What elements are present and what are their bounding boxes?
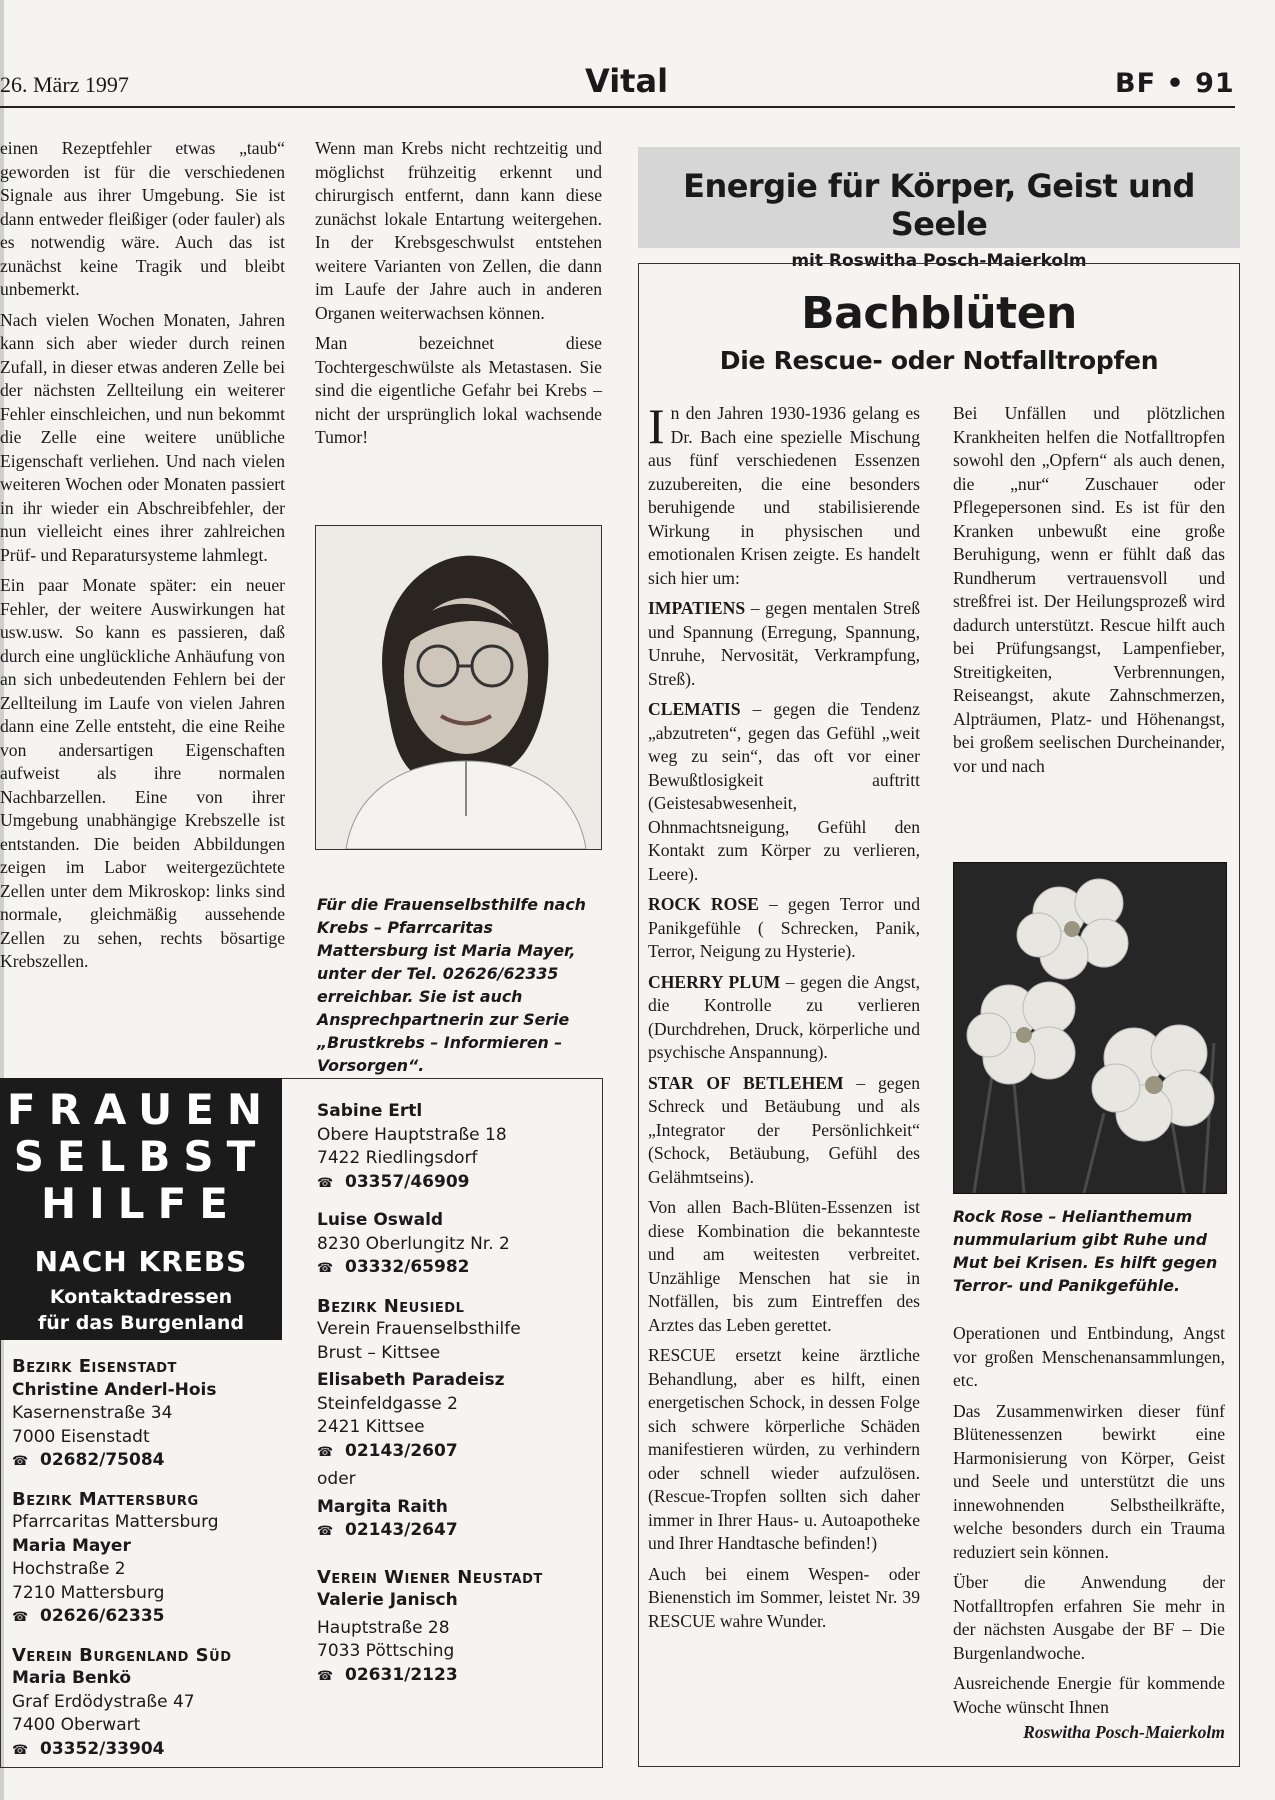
contact-phone: ☎ 02631/2123 — [317, 1664, 587, 1689]
column-banner — [638, 147, 1240, 271]
contact-entry — [317, 1100, 587, 1195]
essence-item — [648, 1072, 920, 1190]
rock-rose-illustration — [954, 863, 1226, 1193]
contact-phone: ☎ 03357/46909 — [317, 1171, 587, 1196]
contact-heading: Bezirk Eisenstadt — [12, 1356, 177, 1377]
contact-address: Obere Hauptstraße 18 — [317, 1124, 507, 1145]
paragraph: Von allen Bach-Blüten-Essenzen ist diese Kombination die bekannteste und am weitesten verbreitet. Unzählige Menschen hat sie in Notfällen, bis zum Eintreffen des Arztes das Leben gerettet. — [648, 1197, 920, 1335]
contact-name: Luise Oswald — [317, 1210, 444, 1230]
intro-text: n den Jahren 1930-1936 gelang es Dr. Bach eine spezielle Mischung aus fünf verschiedenen Essenzen zuzubereiten, die eine besonders beruhigende und stabilisierende Wirkung in physischen und emotionalen Krisen zeigte. Es handelt sich hier um: — [648, 403, 920, 588]
contact-name: Margita Raith — [317, 1496, 448, 1517]
phone-icon: ☎ — [12, 1610, 29, 1625]
logo-tagline: für das Burgenland — [38, 1312, 244, 1334]
contact-address: Hochstraße 2 — [12, 1559, 126, 1579]
essence-text: – gegen die Tendenz „abzutreten“, gegen das Gefühl „weit weg zu sein“, das oft vor einer Bewußtlosigkeit auftritt (Geistesabwesenheit, Ohnmachtsneigung, Gefühl den Kontakt zum Körper zu verlieren, Leere). — [648, 699, 920, 884]
contact-heading: Bezirk Mattersburg — [12, 1488, 199, 1510]
flower-photo — [953, 862, 1227, 1194]
drop-cap: I — [648, 398, 665, 454]
contact-org: Brust – Kittsee — [317, 1342, 441, 1363]
phone-icon: ☎ — [317, 1524, 334, 1539]
paragraph: Man bezeichnet diese Tochtergeschwülste als Metastasen. Sie sind die eigentliche Gefahr bei Krebs – nicht der ursprünglich lokal wachsende Tumor! — [315, 333, 602, 447]
contact-address: 7000 Eisenstadt — [12, 1426, 150, 1447]
paragraph: Über die Anwendung der Notfalltropfen erfahren Sie mehr in der nächsten Ausgabe der BF – Die Burgenlandwoche. — [953, 1572, 1225, 1663]
section-title: Vital — [585, 62, 669, 100]
paragraph: Operationen und Entbindung, Angst vor großen Menschenansammlungen, etc. — [953, 1323, 1225, 1390]
issue-date: 26. März 1997 — [0, 72, 129, 97]
contact-name: Sabine Ertl — [317, 1101, 423, 1121]
contact-phone: ☎ 03332/65982 — [317, 1256, 587, 1281]
contact-heading: Verein Burgenland Süd — [12, 1644, 232, 1666]
contact-heading: Verein Wiener Neustadt — [317, 1566, 543, 1588]
logo-subtitle: NACH KREBS — [34, 1245, 248, 1278]
intro-paragraph — [648, 398, 920, 590]
paragraph: Das Zusammenwirken dieser fünf Blütenessenzen bewirkt eine Harmonisierung von Körper, Geist und Seele und unterstützt die uns innewohnenden Selbstheilkräfte, welche besonders durch ein Trauma reduziert sein können. — [953, 1400, 1225, 1562]
paragraph: Auch bei einem Wespen- oder Bienenstich im Sommer, leistet Nr. 39 RESCUE wahre Wunder. — [648, 1563, 920, 1631]
essence-item — [648, 893, 920, 964]
essence-text: – gegen Terror und Panikgefühle ( Schrecken, Panik, Terror, Neigung zu Hysterie). — [648, 894, 920, 961]
essence-name: CHERRY PLUM — [648, 971, 781, 992]
essence-name: CLEMATIS — [648, 699, 741, 719]
contact-address: Graf Erdödystraße 47 — [12, 1691, 195, 1712]
essence-text: – gegen mentalen Streß und Spannung (Erregung, Spannung, Unruhe, Nervosität, Verkrampfung, Streß). — [648, 598, 920, 689]
contacts-right — [317, 1100, 587, 1702]
paragraph: RESCUE ersetzt keine ärztliche Behandlung, aber es hilft, einen energetischen Schock, in dessen Folge sich schwere körperliche Schäden manifestieren würden, zu verhindern oder schnell wieder aufzulösen. (Rescue-Tropfen sollten sich daher immer in Ihrer Haus- u. Autoapotheke und Ihrer Handtasche befinden!) — [648, 1345, 920, 1553]
paragraph: Wenn man Krebs nicht rechtzeitig und möglichst frühzeitig erkennt und chirurgisch entfernt, dann kann diese zunächst lokale Entartung weitergehen. In der Krebsgeschwulst entstehen weitere Varianten von Zellen, die dann im Laufe der Jahre auch in anderen Organen weiterwachsen können. — [315, 138, 602, 323]
essence-name: IMPATIENS — [648, 598, 746, 618]
phone-icon: ☎ — [317, 1668, 334, 1684]
paragraph: Ein paar Monate später: ein neuer Fehler, der weitere Auswirkungen hat usw.usw. So kann es passieren, daß durch eine unglückliche Anhäufung von an sich unbedeutenden Fehlern bei der Zellteilung im Laufe von vielen Jahren dann eine Zelle entsteht, die eine Reihe von andersartigen Eigenschaften aufweist als ihre normalen Nachbarzellen. Eine von ihrer Umgebung unabhängige Krebszelle ist entstanden. Die beiden Abbildungen zeigen im Labor weitergezüchtete Zellen unter dem Mikroskop: links sind normale, gleichmäßig aussehende Zellen zu sehen, rechts bösartige Krebszellen. — [0, 575, 285, 971]
contact-entry — [317, 1209, 587, 1281]
contact-name: Elisabeth Paradeisz — [317, 1370, 505, 1390]
portrait-caption: Für die Frauenselbsthilfe nach Krebs – Pfarrcaritas Mattersburg ist Maria Mayer, unter der Tel. 02626/62335 erreichbar. Sie ist auch Ansprechpartnerin zur Serie „Brustkrebs – Informieren – Vorsorgen“. — [317, 895, 586, 1075]
essence-name: STAR OF BETLEHEM — [648, 1072, 844, 1093]
logo-line: SELBST — [13, 1132, 269, 1181]
logo-tagline: Kontaktadressen — [49, 1286, 233, 1308]
paragraph: Nach vielen Wochen Monaten, Jahren kann sich aber wieder durch reinen Zufall, in dieser etwas anderen Zelle bei der nächsten Zellteilung ein weiterer Fehler einschleichen, und nun bekommt die Zelle eine weitere unübliche Eigenschaft verliehen. Und nach vielen weiteren Wochen oder Monaten passiert in ihr wieder ein Abschreibfehler, der nun vielleicht eines ihrer zahlreichen Prüf- und Reparatursysteme lahmlegt. — [0, 309, 285, 565]
contact-address: 7210 Mattersburg — [12, 1582, 165, 1603]
essence-item — [648, 698, 920, 886]
article-column-2 — [953, 402, 1225, 785]
contact-or: oder — [317, 1469, 356, 1489]
paragraph: Bei Unfällen und plötzlichen Krankheiten helfen die Notfalltropfen sowohl den „Opfern“ als auch denen, die „nur“ Zuschauer oder Pflegepersonen sind. Es ist für den Kranken unbewußt eine große Beruhigung, wenn er fühlt daß das Rundherum vertrauensvoll und streßfrei ist. Der Heilungsprozeß wird dadurch unterstützt. Rescue hilft auch bei Prüfungsangst, Lampenfieber, Streitigkeiten, Verbrennungen, Reiseangst, akute Zahnschmerzen, Alpträumen, Platz- und Höhenangst, bei großem seelischen Durcheinander, vor und nach — [953, 403, 1225, 776]
banner-subtitle: mit Roswitha Posch-Maierkolm — [791, 251, 1087, 271]
contact-entry — [12, 1488, 282, 1630]
logo-line: HILFE — [41, 1179, 241, 1228]
contact-phone: ☎ 02626/62335 — [12, 1605, 282, 1630]
contact-address: Kasernenstraße 34 — [12, 1403, 173, 1423]
article-subtitle: Die Rescue- oder Notfalltropfen — [719, 346, 1159, 375]
contact-address: 7422 Riedlingsdorf — [317, 1148, 478, 1168]
contact-entry — [317, 1566, 587, 1689]
phone-icon: ☎ — [12, 1742, 29, 1758]
contact-phone: ☎ 02143/2647 — [317, 1519, 587, 1544]
contact-name: Christine Anderl-Hois — [12, 1379, 217, 1400]
contact-address: 8230 Oberlungitz Nr. 2 — [317, 1233, 510, 1254]
contact-phone: ☎ 03352/33904 — [12, 1738, 282, 1763]
article-title: Bachblüten — [801, 288, 1077, 339]
contact-address: 7400 Oberwart — [12, 1715, 141, 1735]
phone-icon: ☎ — [12, 1454, 29, 1469]
contacts-logo — [0, 1078, 282, 1340]
contact-phone: ☎ 02143/2607 — [317, 1440, 587, 1465]
phone-icon: ☎ — [317, 1261, 334, 1276]
contact-heading: Bezirk Neusiedl — [317, 1295, 465, 1317]
contact-org: Verein Frauenselbsthilfe — [317, 1319, 521, 1339]
contact-entry — [12, 1644, 282, 1763]
phone-icon: ☎ — [317, 1444, 334, 1460]
contact-address: 7033 Pöttsching — [317, 1641, 455, 1661]
contact-name: Maria Mayer — [12, 1535, 131, 1556]
column-2 — [315, 137, 602, 457]
logo-line: FRAUEN — [6, 1085, 276, 1134]
essence-text: – gegen die Angst, die Kontrolle zu verlieren (Durchdrehen, Druck, körperliche und psychische Anspannung). — [648, 971, 920, 1062]
flower-caption: Rock Rose – Helianthemum nummularium gibt Ruhe und Mut bei Krisen. Es hilft gegen Terror- und Panikgefühle. — [953, 1207, 1218, 1295]
contact-address: 2421 Kittsee — [317, 1417, 425, 1437]
contact-address: Steinfeldgasse 2 — [317, 1393, 458, 1414]
contact-phone: ☎ 02682/75084 — [12, 1449, 282, 1474]
contacts-left — [12, 1355, 282, 1776]
contact-address: Hauptstraße 28 — [317, 1617, 450, 1638]
article-column-2-bottom — [953, 1322, 1225, 1745]
paragraph: Ausreichende Energie für kommende Woche wünscht Ihnen — [953, 1673, 1225, 1717]
contact-org: Pfarrcaritas Mattersburg — [12, 1512, 219, 1532]
column-1 — [0, 137, 285, 981]
contact-name: Valerie Janisch — [317, 1590, 458, 1610]
essence-name: ROCK ROSE — [648, 894, 759, 914]
essence-item — [648, 597, 920, 691]
header-rule — [0, 106, 1235, 108]
page-number: BF • 91 — [1115, 68, 1235, 99]
phone-icon: ☎ — [317, 1175, 334, 1191]
contact-entry — [12, 1355, 282, 1474]
banner-title: Energie für Körper, Geist und Seele — [683, 167, 1195, 243]
portrait-photo — [315, 525, 602, 850]
paragraph: einen Rezeptfehler etwas „taub“ geworden ist für die verschiedenen Signale aus ihrer Umgebung. Sie ist dann entweder fleißiger (oder fauler) als es notwendig wäre. Auch das ist zunächst keine Tragik und bleibt unbemerkt. — [0, 138, 285, 299]
contact-name: Maria Benkö — [12, 1668, 132, 1688]
portrait-illustration — [316, 526, 601, 849]
author-signature: Roswitha Posch-Maierkolm — [1023, 1722, 1225, 1742]
essence-item — [648, 971, 920, 1065]
essence-text: – gegen Schreck und Betäubung und als „Integrator der Persönlichkeit“ (Schock, Betäubung, Gefühl des Gelähmtseins). — [648, 1072, 921, 1187]
contact-entry — [317, 1295, 587, 1544]
article-column-1 — [648, 398, 921, 1640]
